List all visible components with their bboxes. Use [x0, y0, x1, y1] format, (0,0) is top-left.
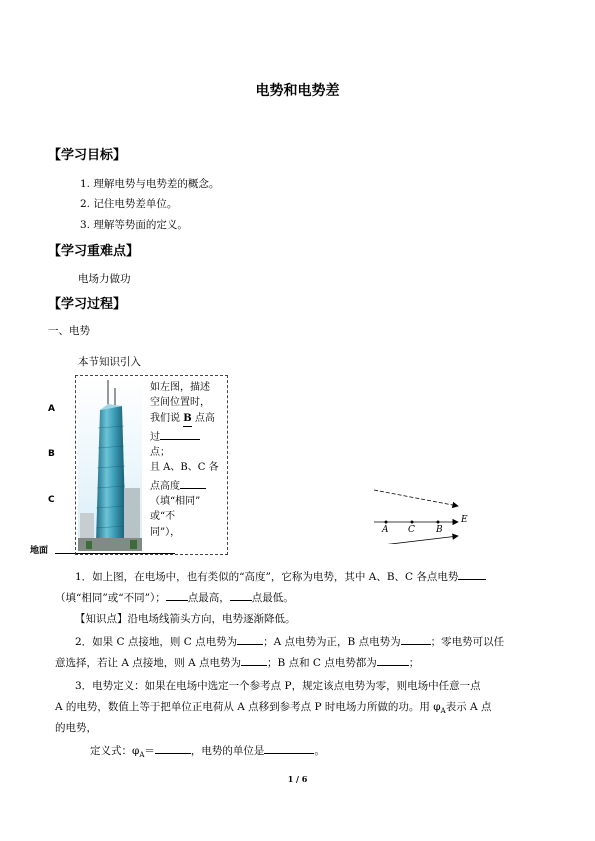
- key-header: 【学习重难点】: [48, 244, 140, 259]
- electric-field-diagram: [370, 484, 480, 544]
- box-line: 点；: [150, 447, 170, 459]
- knowledge-point: 【知识点】沿电场线箭头方向，电势逐渐降低。: [75, 613, 296, 625]
- figure-description: [150, 380, 226, 540]
- box-line: 我们说 B 点高: [150, 411, 226, 427]
- box-line: （填“相同”: [150, 496, 201, 508]
- box-line: 点高度: [150, 476, 226, 494]
- fill-blank[interactable]: [241, 653, 267, 666]
- goal-item: 1. 理解电势与电势差的概念。: [80, 178, 220, 190]
- page-title: 电势和电势差: [255, 83, 340, 99]
- label-c: C: [48, 495, 55, 505]
- paragraph-3-cont: A 的电势，数值上等于把单位正电荷从 A 点移到参考点 P 时电场力所做的功。用 $\varphi_A$表示 A 点: [55, 701, 492, 716]
- tower-image: [78, 378, 142, 551]
- box-line: 同”），: [150, 526, 181, 538]
- field-label-e: E: [461, 515, 468, 525]
- box-line: 空间位置时，: [150, 397, 210, 409]
- fill-blank[interactable]: [230, 588, 252, 601]
- fill-blank[interactable]: [377, 653, 409, 666]
- box-line: 或“不: [150, 511, 176, 523]
- fill-blank[interactable]: [180, 476, 206, 489]
- field-point-b: B: [436, 525, 443, 535]
- ground-label: 地面: [30, 546, 49, 556]
- fill-blank[interactable]: [458, 567, 486, 580]
- box-line: 过: [150, 427, 226, 445]
- part-heading: 一、电势: [48, 325, 90, 337]
- box-line: 且 A、B、C 各: [150, 462, 219, 474]
- field-point-a: A: [382, 525, 389, 535]
- goals-header: 【学习目标】: [48, 148, 127, 163]
- process-header: 【学习过程】: [48, 297, 127, 312]
- field-point-c: C: [408, 525, 415, 535]
- label-b: B: [48, 449, 55, 459]
- intro-text: 本节知识引入: [78, 356, 141, 368]
- goal-item: 2. 记住电势差单位。: [80, 198, 178, 210]
- definition-formula: 定义式：$\varphi_A=$ ，电势的单位是 。: [90, 741, 325, 766]
- box-line: 如左图，描述: [150, 382, 210, 393]
- paragraph-2-cont: 意选择，若让 A 点接地，则 A 点电势为 ；B 点和 C 点电势都为 ；: [55, 653, 555, 674]
- fill-blank[interactable]: [155, 741, 191, 754]
- label-a: A: [48, 404, 55, 414]
- fill-blank[interactable]: [160, 427, 200, 440]
- paragraph-3-end: 的电势，: [55, 722, 97, 734]
- fill-blank[interactable]: [166, 588, 188, 601]
- paragraph-1: 1．如上图，在电场中，也有类似的“高度”，它称为电势，其中 A、B、C 各点电势: [75, 567, 545, 588]
- page-number: 1 / 6: [287, 774, 308, 784]
- fill-blank[interactable]: [237, 632, 263, 645]
- paragraph-2: 2．如果 C 点接地，则 C 点电势为 ；A 点电势为正，B 点电势为 ；零电势可以任: [75, 632, 555, 653]
- key-text: 电场力做功: [78, 273, 131, 285]
- paragraph-1-cont: （填“相同”或“不同”）； 点最高， 点最低。: [55, 588, 545, 609]
- fill-blank[interactable]: [264, 741, 314, 754]
- paragraph-3: 3．电势定义：如果在电场中选定一个参考点 P，规定该点电势为零，则电场中任意一点: [75, 680, 481, 692]
- goal-item: 3. 理解等势面的定义。: [80, 219, 188, 231]
- fill-blank[interactable]: [401, 632, 431, 645]
